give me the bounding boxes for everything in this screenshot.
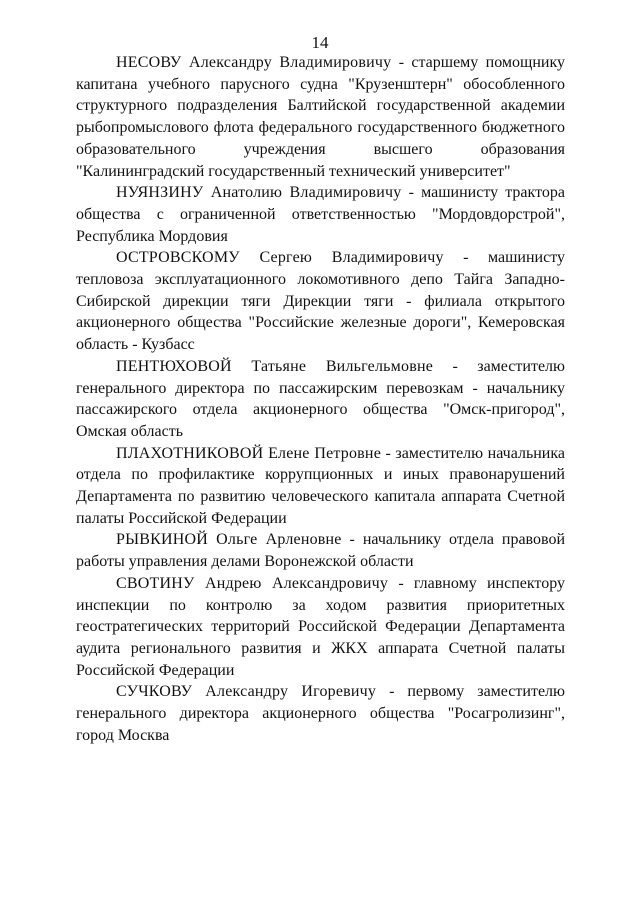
award-entry [76,182,565,247]
recipient-position: - заместителю генерального директора по пассажирским перевозкам - начальнику пассажирского отдела акционерного общества "Омск-пригород", Омская область [76,357,565,440]
recipient-name: СВОТИНУ Андрею Александровичу [116,574,389,592]
award-list [76,52,565,747]
recipient-position: - главному инспектору инспекции по контролю за ходом развития приоритетных геостратегических территорий Российской Федерации Департамента аудита регионального развития и ЖКХ аппарата Счетной палаты Российской Федерации [76,574,565,679]
recipient-name: НУЯНЗИНУ Анатолию Владимировичу [116,184,402,202]
recipient-position: - машинисту тепловоза эксплуатационного локомотивного депо Тайга Западно-Сибирской дирекции тяги Дирекции тяги - филиала открытого акционерного общества "Российские железные дороги", Кемеровская область - Кузбасс [76,249,565,354]
award-entry [76,247,565,356]
award-entry [76,356,565,443]
recipient-name: НЕСОВУ Александру Владимировичу [116,54,392,71]
recipient-name: СУЧКОВУ Александру Игоревичу [116,683,377,701]
award-entry [76,443,565,530]
page-number: 14 [311,33,329,52]
award-entry [76,573,565,682]
recipient-position: - первому заместителю генерального директора акционерного общества "Росагролизинг", город Москва [76,683,565,744]
recipient-position: - заместителю начальника отдела по профилактике коррупционных и иных правонарушений Департамента по развитию человеческого капитала аппарата Счетной палаты Российской Федерации [76,444,565,527]
award-entry [76,52,565,182]
recipient-position: - машинисту трактора общества с ограниченной ответственностью "Мордовдорстрой", Республика Мордовия [76,184,565,245]
recipient-name: ПЕНТЮХОВОЙ Татьяне Вильгельмовне [116,357,434,375]
recipient-name: ОСТРОВСКОМУ Сергею Владимировичу [116,249,444,267]
award-entry [76,529,565,572]
recipient-name: ПЛАХОТНИКОВОЙ Елене Петровне [116,444,381,462]
recipient-position: - начальнику отдела правовой работы управления делами Воронежской области [76,531,565,571]
award-entry [76,681,565,746]
recipient-name: РЫВКИНОЙ Ольге Арленовне [116,531,342,549]
recipient-position: - старшему помощнику капитана учебного парусного судна "Крузенштерн" обособленного структурного подразделения Балтийской государственной академии рыбопромыслового флота федерального государственного бюджетного образовательного учреждения высшего образования "Калининградский государственный технический университет" [76,54,566,180]
